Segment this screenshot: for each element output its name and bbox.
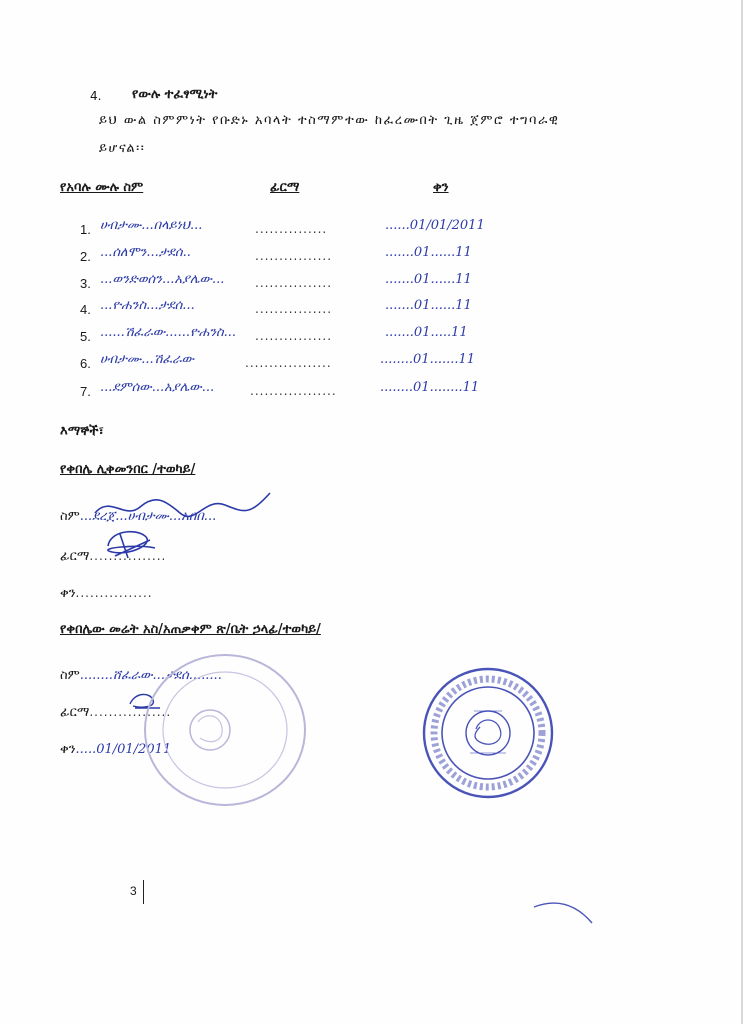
land-office-date-label: ቀን: [60, 742, 76, 757]
member-name: ...ደምሰው...አያሌው...: [100, 380, 215, 395]
member-row-number: 2.: [80, 249, 91, 264]
member-row-number: 5.: [80, 329, 91, 344]
column-header-name: የአባሉ ሙሉ ስም: [60, 180, 144, 195]
page-number: 3: [130, 884, 137, 898]
chair-name-value: ...ደረጀ...ሀብታሙ...አበበ...: [79, 509, 217, 524]
member-date: .......01.....11: [385, 325, 468, 340]
member-row-number: 7.: [80, 384, 91, 399]
witnesses-label: እማኞች፣: [60, 424, 104, 439]
chair-signature-scribble-icon: [100, 526, 160, 562]
member-date: ........01........11: [380, 380, 480, 395]
section-number: 4.: [90, 89, 102, 103]
member-signature-line: ...............: [255, 222, 328, 236]
member-row: [0, 352, 743, 380]
member-row: [0, 272, 743, 300]
land-office-name-label: ስም: [60, 668, 80, 683]
member-name: ...ሰለሞን...ታደሰ..: [100, 245, 191, 260]
member-date: .......01......11: [385, 272, 472, 287]
member-row: [0, 245, 743, 273]
member-signature-line: ................: [255, 249, 333, 263]
column-header-signature: ፊርማ: [270, 180, 300, 195]
pen-mark-icon: [530, 895, 600, 930]
section-title: የውሉ ተፈፃሚነት: [132, 87, 218, 102]
land-office-date-value: .....01/01/2011: [75, 742, 172, 757]
land-office-block-heading: የቀበሌው መሬት አስ/አጠቃቀም ጽ/ቤት ኃላፊ/ተወካይ/: [60, 622, 321, 637]
land-office-name-value: ........ሸፈራው...ታደሰ........: [79, 668, 222, 683]
member-date: ......01/01/2011: [385, 218, 485, 233]
section-paragraph-line-1: ይህ ውል ስምምነት የቡድኑ አባላት ተስማምተው ከፈረሙበት ጊዜ ጀምሮ ተግባራዊ: [99, 113, 560, 128]
official-kebele-stamp-icon: [418, 663, 558, 803]
member-row-number: 3.: [80, 276, 91, 291]
member-date: .......01......11: [385, 245, 472, 260]
member-row: [0, 380, 743, 408]
member-name: ...ወንድወሰን...አያሌው...: [100, 272, 225, 287]
member-row: [0, 218, 743, 246]
section-paragraph-line-2: ይሆናል፡፡: [99, 141, 146, 156]
page-number-divider: [143, 880, 144, 904]
chair-date-value: ................: [75, 586, 153, 600]
member-name: ሀብታሙ...ሽፈራው: [100, 352, 194, 367]
member-row-number: 1.: [80, 222, 91, 237]
member-row-number: 4.: [80, 302, 91, 317]
member-row: [0, 325, 743, 353]
member-date: ........01.......11: [380, 352, 476, 367]
chair-block-heading: የቀበሌ ሊቀመንበር /ተወካይ/: [60, 462, 196, 477]
chair-name-label: ስም: [60, 509, 80, 524]
member-signature-line: ................: [255, 276, 333, 290]
member-row: [0, 298, 743, 326]
land-office-signature-value: .................: [89, 705, 172, 719]
chair-signature-value: ................: [89, 549, 167, 563]
member-signature-line: ................: [255, 302, 333, 316]
member-date: .......01......11: [385, 298, 472, 313]
member-signature-line: ................: [255, 329, 333, 343]
chair-name-scribble-icon: [85, 485, 275, 530]
chair-date-label: ቀን: [60, 586, 76, 601]
chair-date-field: [60, 582, 153, 601]
member-signature-line: ..................: [245, 356, 332, 370]
member-name: ሀብታሙ...በላይነህ...: [100, 218, 203, 233]
member-signature-line: ..................: [250, 384, 337, 398]
member-row-number: 6.: [80, 356, 91, 371]
land-office-signature-label: ፊርማ: [60, 705, 90, 720]
member-name: ...ዮሐንስ...ታደሰ...: [100, 298, 195, 313]
chair-signature-label: ፊርማ: [60, 549, 90, 564]
faded-office-stamp-icon: [140, 650, 310, 810]
column-header-date: ቀን: [433, 180, 449, 195]
member-name: ......ሽፈራው......ዮሐንስ...: [100, 325, 237, 340]
